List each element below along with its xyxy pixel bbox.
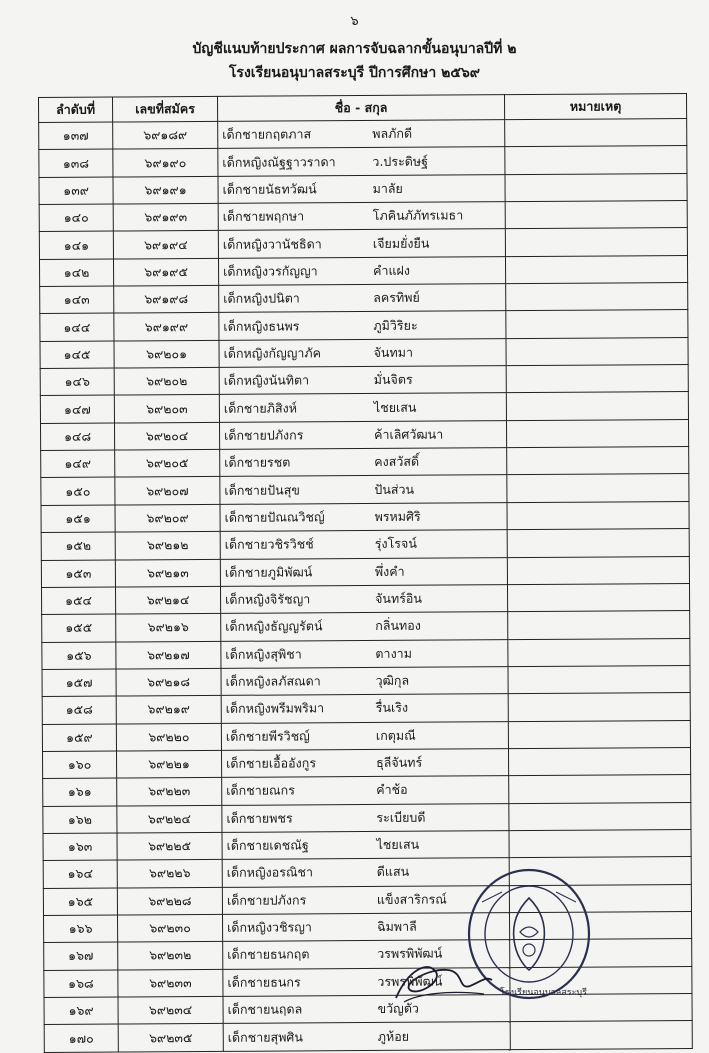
row-number: ๑๖๕	[43, 888, 117, 916]
row-number: ๑๕๑	[41, 505, 115, 533]
row-number: ๑๕๘	[42, 696, 116, 724]
remarks-cell	[508, 665, 690, 693]
full-name	[221, 639, 508, 668]
application-number: ๖๙๒๒๘	[117, 887, 222, 915]
row-number: ๑๖๗	[44, 942, 118, 970]
remarks-cell	[509, 802, 691, 830]
remarks-cell	[509, 775, 691, 803]
application-number: ๖๙๑๙๕	[113, 258, 218, 286]
application-number: ๖๙๒๑๓	[115, 559, 220, 587]
application-number: ๖๙๒๑๔	[115, 586, 220, 614]
full-name	[220, 530, 507, 559]
row-number: ๑๔๘	[40, 423, 114, 451]
application-number: ๖๙๒๓๓	[118, 969, 223, 997]
row-number: ๑๖๑	[43, 778, 117, 806]
first-name: เด็กหญิงกัญญาภัค	[223, 345, 322, 361]
row-number: ๑๔๖	[40, 368, 114, 396]
row-number: ๑๔๔	[40, 313, 114, 341]
row-number: ๑๕๖	[42, 642, 116, 670]
remarks-cell	[505, 228, 687, 256]
full-name	[222, 776, 509, 805]
full-name	[218, 120, 505, 149]
first-name: เด็กชายณกร	[226, 782, 295, 799]
table-row	[40, 283, 688, 314]
first-name: เด็กชายปัณณวิชญ์	[224, 509, 325, 525]
table-row	[42, 693, 690, 724]
remarks-cell	[506, 365, 688, 393]
remarks-cell	[507, 529, 689, 557]
last-name: กลิ่นทอง	[375, 618, 421, 634]
row-number: ๑๗๐	[44, 1024, 118, 1052]
last-name: คำแฝง	[373, 262, 410, 278]
last-name: มั่นจิตร	[373, 371, 413, 388]
application-number: ๖๙๒๒๔	[117, 805, 222, 833]
row-number: ๑๖๒	[43, 806, 117, 834]
application-number: ๖๙๒๒๑	[116, 750, 221, 778]
last-name: วรพรพิพัฒน์	[377, 946, 443, 962]
table-row	[40, 419, 688, 450]
row-number: ๑๔๑	[39, 231, 113, 259]
full-name	[218, 147, 505, 176]
table-row	[41, 556, 689, 587]
first-name: เด็กหญิงอรณิชา	[226, 864, 314, 881]
last-name: ตางาม	[375, 645, 412, 661]
row-number: ๑๖๙	[44, 997, 118, 1025]
full-name	[218, 256, 505, 285]
application-number: ๖๙๒๓๒	[118, 942, 223, 970]
row-number: ๑๓๙	[39, 177, 113, 205]
first-name: เด็กหญิงวชิรญา	[227, 919, 312, 936]
row-number: ๑๕๒	[41, 532, 115, 560]
first-name: เด็กชายปภังกร	[224, 427, 304, 443]
table-row	[41, 529, 689, 560]
remarks-cell	[509, 829, 691, 857]
last-name: ว.ประดิษฐ์	[372, 153, 429, 169]
application-number: ๖๙๑๙๙	[114, 313, 219, 341]
first-name: เด็กชายธนกร	[227, 974, 301, 990]
last-name: ภูห้อย	[377, 1028, 410, 1044]
document-title: บัญชีแนบท้ายประกาศ ผลการจับฉลากขั้นอนุบาลปีที่ ๒	[192, 41, 517, 57]
remarks-cell	[508, 611, 690, 639]
first-name: เด็กชายกฤตภาส	[222, 126, 312, 143]
full-name	[218, 174, 505, 203]
remarks-cell	[506, 310, 688, 338]
row-number: ๑๔๐	[39, 204, 113, 232]
first-name: เด็กชายธนกฤต	[227, 946, 310, 963]
remarks-cell	[505, 255, 687, 283]
table-row	[43, 775, 691, 806]
full-name	[221, 667, 508, 696]
table-row	[40, 337, 688, 368]
table-row	[42, 720, 690, 751]
first-name: เด็กชายเอื้ออังกูร	[226, 755, 317, 771]
last-name: รุ่งโรจน์	[374, 536, 417, 552]
table-row	[39, 201, 687, 232]
application-number: ๖๙๒๑๘	[116, 668, 221, 696]
table-row	[42, 665, 690, 696]
signature	[388, 950, 498, 1010]
table-row	[44, 1021, 692, 1052]
application-number: ๖๙๒๒๖	[117, 860, 222, 888]
table-row	[41, 447, 689, 478]
last-name: คงสวัสดิ์	[374, 453, 420, 470]
first-name: เด็กชายปันสุข	[224, 482, 300, 498]
row-number: ๑๔๙	[41, 450, 115, 478]
row-number: ๑๕๔	[41, 587, 115, 615]
application-number: ๖๙๒๐๒	[114, 367, 219, 395]
application-number: ๖๙๒๐๗	[115, 477, 220, 505]
application-number: ๖๙๒๓๔	[118, 996, 223, 1024]
application-number: ๖๙๒๑๗	[116, 641, 221, 669]
row-number: ๑๔๗	[40, 395, 114, 423]
last-name: ระเบียบดี	[376, 809, 426, 825]
header-full-name: ชื่อ - สกุล	[217, 95, 504, 122]
last-name: เจียมยั่งยืน	[372, 235, 430, 251]
table-row	[42, 611, 690, 642]
remarks-cell	[507, 556, 689, 584]
application-number: ๖๙๒๑๖	[116, 614, 221, 642]
application-number: ๖๙๑๙๔	[113, 231, 218, 259]
last-name: พรหมศิริ	[374, 508, 421, 524]
last-name: วุฒิกุล	[375, 672, 410, 688]
last-name: วรพรพิพัฒน์	[377, 973, 443, 989]
application-number: ๖๙๑๙๘	[114, 285, 219, 313]
last-name: คำช้อ	[376, 782, 408, 798]
last-name: ขวัญตัว	[377, 1000, 419, 1017]
application-number: ๖๙๒๓๕	[118, 1024, 223, 1052]
application-number: ๖๙๒๐๔	[114, 422, 219, 450]
full-name	[221, 721, 508, 750]
application-number: ๖๙๒๒๕	[117, 832, 222, 860]
first-name: เด็กชายนัธทวัฒน์	[222, 181, 317, 197]
first-name: เด็กหญิงณัฐฐาวราดา	[222, 153, 336, 170]
table-row	[40, 365, 688, 396]
table-row	[41, 474, 689, 505]
table-row	[39, 146, 687, 177]
first-name: เด็กชายสุพศิน	[227, 1028, 303, 1045]
last-name: ภูมิวิริยะ	[373, 317, 418, 333]
row-number: ๑๕๗	[42, 669, 116, 697]
full-name	[219, 338, 506, 367]
last-name: ฉิมพาลี	[377, 918, 417, 935]
application-number: ๖๙๒๑๒	[115, 532, 220, 560]
remarks-cell	[507, 501, 689, 529]
remarks-cell	[507, 474, 689, 502]
row-number: ๑๔๒	[39, 259, 113, 287]
full-name	[218, 229, 505, 258]
row-number: ๑๖๓	[43, 833, 117, 861]
row-number: ๑๕๕	[42, 614, 116, 642]
table-row	[42, 638, 690, 669]
first-name: เด็กชายวชิรวิชช์	[224, 536, 314, 553]
table-row	[39, 228, 687, 259]
remarks-cell	[510, 1021, 692, 1049]
last-name: มาลัย	[372, 180, 403, 196]
last-name: จันทร์อิน	[375, 590, 422, 606]
full-name	[218, 202, 505, 231]
full-name	[222, 803, 509, 832]
remarks-cell	[505, 146, 687, 174]
full-name	[220, 557, 507, 586]
full-name	[220, 448, 507, 477]
table-row	[40, 392, 688, 423]
first-name: เด็กชายพฤกษา	[222, 208, 305, 225]
row-number: ๑๔๓	[40, 286, 114, 314]
seal-label: โรงเรียนอนุบาลสระบุรี	[500, 988, 587, 998]
full-name	[219, 366, 506, 395]
first-name: เด็กชายภิสิงห์	[223, 400, 297, 416]
first-name: เด็กหญิงวานัชธิดา	[222, 235, 322, 252]
application-number: ๖๙๒๒๓	[117, 778, 222, 806]
table-row	[40, 310, 688, 341]
first-name: เด็กชายรชต	[224, 454, 291, 471]
remarks-cell	[508, 720, 690, 748]
remarks-cell	[505, 119, 687, 147]
row-number: ๑๕๙	[42, 724, 116, 752]
row-number: ๑๔๕	[40, 341, 114, 369]
last-name: แข็งสาริกรณ์	[376, 891, 447, 907]
remarks-cell	[506, 283, 688, 311]
remarks-cell	[505, 201, 687, 229]
application-number: ๖๙๑๙๐	[113, 149, 218, 177]
first-name: เด็กหญิงจิรัชญา	[225, 591, 311, 607]
application-number: ๖๙๒๓๐	[117, 914, 222, 942]
full-name	[219, 420, 506, 449]
last-name: พึ่งคำ	[374, 563, 405, 579]
table-row	[41, 501, 689, 532]
full-name	[221, 694, 508, 723]
last-name: รื่นเริง	[375, 700, 409, 716]
row-number: ๑๕๓	[41, 560, 115, 588]
table-row	[39, 119, 687, 150]
first-name: เด็กหญิงพรีมพริมา	[225, 700, 325, 717]
row-number: ๑๓๘	[39, 149, 113, 177]
application-number: ๖๙๒๑๙	[116, 696, 221, 724]
application-number: ๖๙๒๐๑	[114, 340, 219, 368]
table-row	[43, 829, 691, 860]
last-name: ไชยเสน	[376, 836, 420, 853]
row-number: ๑๖๐	[42, 751, 116, 779]
remarks-cell	[508, 638, 690, 666]
remarks-cell	[506, 392, 688, 420]
first-name: เด็กชายภูมิพัฒน์	[224, 564, 313, 580]
application-number: ๖๙๒๐๙	[115, 504, 220, 532]
row-number: ๑๕๐	[41, 478, 115, 506]
last-name: ลครทิพย์	[373, 289, 420, 306]
last-name: ธุลีจันทร์	[376, 754, 423, 771]
row-number: ๑๓๗	[39, 122, 113, 150]
first-name: เด็กชายปภังกร	[226, 892, 307, 908]
remarks-cell	[507, 583, 689, 611]
last-name: ไชยเสน	[373, 399, 417, 415]
header-no: ลำดับที่	[39, 97, 113, 122]
header-application-number: เลขที่สมัคร	[113, 96, 218, 122]
first-name: เด็กชายเดชณัฐ	[226, 837, 309, 853]
table-row	[39, 255, 687, 286]
full-name	[221, 749, 508, 778]
full-name	[223, 1022, 510, 1051]
first-name: เด็กหญิงธัญญรัตน์	[225, 618, 323, 635]
full-name	[219, 311, 506, 340]
table-row	[42, 747, 690, 778]
table-row	[41, 583, 689, 614]
document-subtitle: โรงเรียนอนุบาลสระบุรี ปีการศึกษา ๒๕๖๙	[228, 65, 481, 81]
remarks-cell	[505, 173, 687, 201]
last-name: ปันส่วน	[374, 481, 415, 497]
application-number: ๖๙๑๙๑	[113, 176, 218, 204]
first-name: เด็กหญิงธนพร	[223, 317, 300, 334]
application-number: ๖๙๒๒๐	[116, 723, 221, 751]
last-name: ดีแสน	[376, 864, 410, 880]
first-name: เด็กหญิงปนิตา	[223, 290, 300, 307]
first-name: เด็กหญิงลภัสณดา	[225, 673, 321, 689]
first-name: เด็กชายพชร	[226, 810, 293, 826]
row-number: ๑๖๘	[44, 970, 118, 998]
first-name: เด็กหญิงนันทิตา	[223, 372, 310, 389]
remarks-cell	[507, 447, 689, 475]
table-row	[43, 802, 691, 833]
last-name: เกตุมณี	[375, 727, 416, 743]
page-number: ๖	[350, 14, 359, 29]
first-name: เด็กหญิงวรกัญญา	[223, 263, 318, 279]
last-name: โภคินภัภัทรเมธา	[372, 207, 464, 224]
row-number: ๑๖๖	[43, 915, 117, 943]
remarks-cell	[508, 693, 690, 721]
last-name: จันทมา	[373, 344, 413, 360]
full-name	[220, 502, 507, 531]
application-number: ๖๙๑๙๓	[113, 203, 218, 231]
table-row	[39, 173, 687, 204]
application-number: ๖๙๒๐๓	[114, 395, 219, 423]
full-name	[221, 612, 508, 641]
first-name: เด็กชายพีรวิชญ์	[225, 728, 310, 744]
full-name	[220, 584, 507, 613]
full-name	[220, 475, 507, 504]
header-remarks: หมายเหตุ	[504, 94, 686, 120]
last-name: พลภักดี	[372, 125, 413, 142]
row-number: ๑๖๔	[43, 860, 117, 888]
remarks-cell	[506, 419, 688, 447]
first-name: เด็กชายนฤดล	[227, 1001, 303, 1018]
first-name: เด็กหญิงสุพิชา	[225, 646, 302, 662]
full-name	[219, 393, 506, 422]
remarks-cell	[508, 747, 690, 775]
remarks-cell	[506, 337, 688, 365]
application-number: ๖๙๒๐๕	[115, 450, 220, 478]
application-number: ๖๙๑๘๙	[113, 121, 218, 149]
full-name	[219, 284, 506, 313]
last-name: ค้าเลิศวัฒนา	[374, 426, 444, 442]
full-name	[222, 831, 509, 860]
